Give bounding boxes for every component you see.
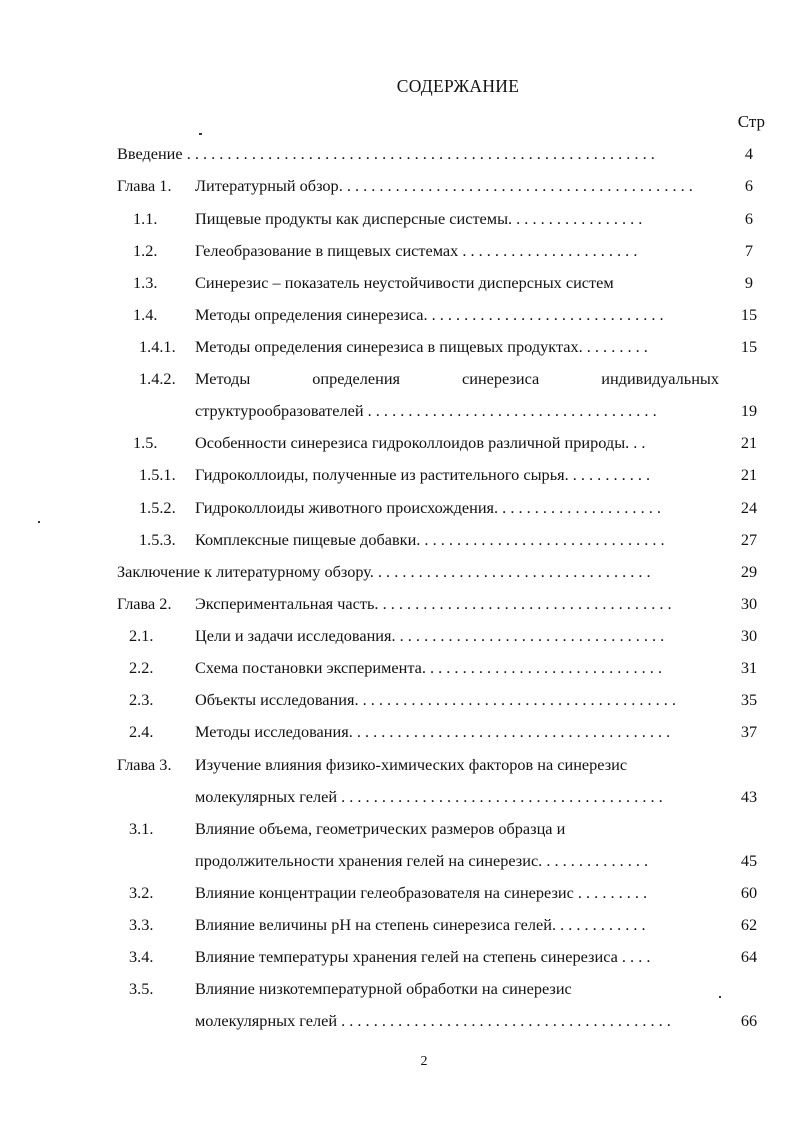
toc-entry-number: 1.4.1. [139, 337, 176, 356]
toc-entry-text: Комплексные пищевые добавки. . . . . . . . . . . . . . . . . . . . . . . . . . . . . . . [195, 530, 665, 549]
scan-speck [719, 996, 721, 998]
toc-entry-continuation [0, 849, 799, 873]
toc-entry [0, 913, 799, 937]
toc-entry [0, 688, 799, 712]
toc-entry-text: Методы определения синерезиса индивидуальных [195, 369, 719, 388]
toc-entry-page: 6 [744, 176, 754, 195]
toc-entry-text: Введение . . . . . . . . . . . . . . . . . . . . . . . . . . . . . . . . . . . . . . . . . . . . . . . . . . . . . . . . . . [117, 144, 655, 163]
toc-entry-number: 1.2. [133, 241, 158, 260]
toc-entry-number: Глава 2. [117, 594, 172, 613]
toc-entry-text: Изучение влияния физико-химических факторов на синерезис [195, 755, 628, 774]
page-number: 2 [420, 1054, 428, 1069]
toc-entry-text: Объекты исследования. . . . . . . . . . . . . . . . . . . . . . . . . . . . . . . . . . . . . . . . [195, 690, 676, 709]
toc-entry-page: 7 [744, 241, 754, 260]
toc-entry-page: 21 [740, 433, 758, 452]
toc-entry-page: 21 [740, 465, 758, 484]
toc-entry [0, 977, 799, 1001]
toc-entry-number: 1.5.3. [139, 530, 176, 549]
toc-entry-text: Заключение к литературному обзору. . . . . . . . . . . . . . . . . . . . . . . . . . . . . . . . . . . [117, 562, 651, 581]
toc-entry-continuation [0, 1009, 799, 1033]
toc-entry-number: 1.4.2. [139, 369, 176, 388]
toc-entry-page: 62 [740, 915, 758, 934]
toc-entry-number: 2.4. [129, 722, 154, 741]
toc-entry-page: 43 [740, 787, 758, 806]
toc-entry-page: 9 [744, 273, 754, 292]
toc-entry [0, 945, 799, 969]
toc-entry-page: 15 [740, 337, 758, 356]
toc-entry-page: 30 [740, 626, 758, 645]
toc-entry-page: 24 [740, 498, 758, 517]
toc-entry-number: 1.1. [133, 209, 158, 228]
toc-entry [0, 560, 799, 584]
toc-entry-text: Методы определения синерезиса. . . . . . . . . . . . . . . . . . . . . . . . . . . . . . [195, 305, 664, 324]
toc-entry-text: Цели и задачи исследования. . . . . . . . . . . . . . . . . . . . . . . . . . . . . . . . . . [195, 626, 665, 645]
toc-entry-page: 31 [740, 658, 758, 677]
toc-entry-number: Глава 3. [117, 755, 172, 774]
toc-entry [0, 142, 799, 166]
toc-entry-number: 2.1. [129, 626, 154, 645]
toc-entry-number: 3.3. [129, 915, 154, 934]
toc-entry-text: Методы определения синерезиса в пищевых продуктах. . . . . . . . . [195, 337, 648, 356]
toc-entry-text: структурообразователей . . . . . . . . . . . . . . . . . . . . . . . . . . . . . . . . . . . . [195, 401, 657, 420]
toc-entry-text: Особенности синерезиса гидроколлоидов различной природы. . . [195, 433, 646, 452]
toc-entry [0, 592, 799, 616]
toc-entry-text: молекулярных гелей . . . . . . . . . . . . . . . . . . . . . . . . . . . . . . . . . . . . . . . . [195, 787, 663, 806]
toc-entry-number: 1.5. [133, 433, 158, 452]
toc-entry-page: 35 [740, 690, 758, 709]
page-title: СОДЕРЖАНИЕ [396, 76, 520, 96]
toc-entry [0, 817, 799, 841]
toc-entry-page: 6 [744, 209, 754, 228]
toc-entry-continuation [0, 785, 799, 809]
page-column-header: Стр [737, 112, 765, 131]
toc-entry [0, 720, 799, 744]
toc-entry-text: Влияние температуры хранения гелей на степень синерезиса . . . . [195, 947, 651, 966]
toc-entry [0, 753, 799, 777]
toc-entry [0, 881, 799, 905]
toc-entry-page: 45 [740, 851, 758, 870]
toc-entry-number: 2.3. [129, 690, 154, 709]
toc-entry-text: Пищевые продукты как дисперсные системы. . . . . . . . . . . . . . . . . [195, 209, 643, 228]
toc-entry-number: 2.2. [129, 658, 154, 677]
toc-entry [0, 463, 799, 487]
toc-entry [0, 624, 799, 648]
toc-entry [0, 528, 799, 552]
toc-entry [0, 207, 799, 231]
toc-entry-number: 1.5.2. [139, 498, 176, 517]
toc-entry-number: Глава 1. [117, 176, 172, 195]
toc-entry-page: 27 [740, 530, 758, 549]
toc-entry [0, 335, 799, 359]
toc-entry [0, 496, 799, 520]
toc-entry-text: молекулярных гелей . . . . . . . . . . . . . . . . . . . . . . . . . . . . . . . . . . . . . . . . . [195, 1011, 671, 1030]
toc-entry [0, 367, 799, 391]
toc-entry-text: Гелеобразование в пищевых системах . . . . . . . . . . . . . . . . . . . . . . [195, 241, 638, 260]
toc-entry-text: Литературный обзор. . . . . . . . . . . . . . . . . . . . . . . . . . . . . . . . . . . . . . . . . . . . [195, 176, 693, 195]
toc-entry-page: 37 [740, 722, 758, 741]
toc-entry [0, 656, 799, 680]
toc-entry-page: 64 [740, 947, 758, 966]
toc-entry-continuation [0, 399, 799, 423]
toc-entry [0, 239, 799, 263]
toc-entry-text: Схема постановки эксперимента. . . . . . . . . . . . . . . . . . . . . . . . . . . . . . [195, 658, 663, 677]
toc-entry-number: 3.5. [129, 979, 154, 998]
toc-entry-text: продолжительности хранения гелей на синерезис. . . . . . . . . . . . . . [195, 851, 649, 870]
toc-entry [0, 431, 799, 455]
scan-speck [38, 521, 40, 523]
toc-entry-text: Гидроколлоиды животного происхождения. . . . . . . . . . . . . . . . . . . . . [195, 498, 661, 517]
toc-entry-page: 29 [740, 562, 758, 581]
toc-entry-page: 66 [740, 1011, 758, 1030]
toc-entry-number: 1.4. [133, 305, 158, 324]
toc-entry-page: 19 [740, 401, 758, 420]
toc-entry-number: 3.2. [129, 883, 154, 902]
toc-entry-number: 3.4. [129, 947, 154, 966]
toc-entry-page: 4 [744, 144, 754, 163]
toc-entry-text: Влияние объема, геометрических размеров образца и [195, 819, 566, 838]
toc-entry [0, 303, 799, 327]
toc-entry-page: 30 [740, 594, 758, 613]
toc-entry-text: Влияние величины pH на степень синерезиса гелей. . . . . . . . . . . . [195, 915, 646, 934]
toc-entry-text: Методы исследования. . . . . . . . . . . . . . . . . . . . . . . . . . . . . . . . . . . . . . . . [195, 722, 671, 741]
toc-entry-page: 15 [740, 305, 758, 324]
toc-entry [0, 271, 799, 295]
toc-entry-text: Экспериментальная часть. . . . . . . . . . . . . . . . . . . . . . . . . . . . . . . . . . . . . [195, 594, 672, 613]
toc-entry-text: Синерезис – показатель неустойчивости дисперсных систем [195, 273, 614, 292]
toc-entry-text: Гидроколлоиды, полученные из растительного сырья. . . . . . . . . . . [195, 465, 651, 484]
toc-entry-text: Влияние низкотемпературной обработки на синерезис [195, 979, 572, 998]
toc-entry-page: 60 [740, 883, 758, 902]
toc-entry-text: Влияние концентрации гелеобразователя на синерезис . . . . . . . . . [195, 883, 648, 902]
toc-entry [0, 174, 799, 198]
toc-entry-number: 3.1. [129, 819, 154, 838]
toc-entry-number: 1.5.1. [139, 465, 176, 484]
toc-entry-number: 1.3. [133, 273, 158, 292]
scan-speck [199, 133, 202, 135]
